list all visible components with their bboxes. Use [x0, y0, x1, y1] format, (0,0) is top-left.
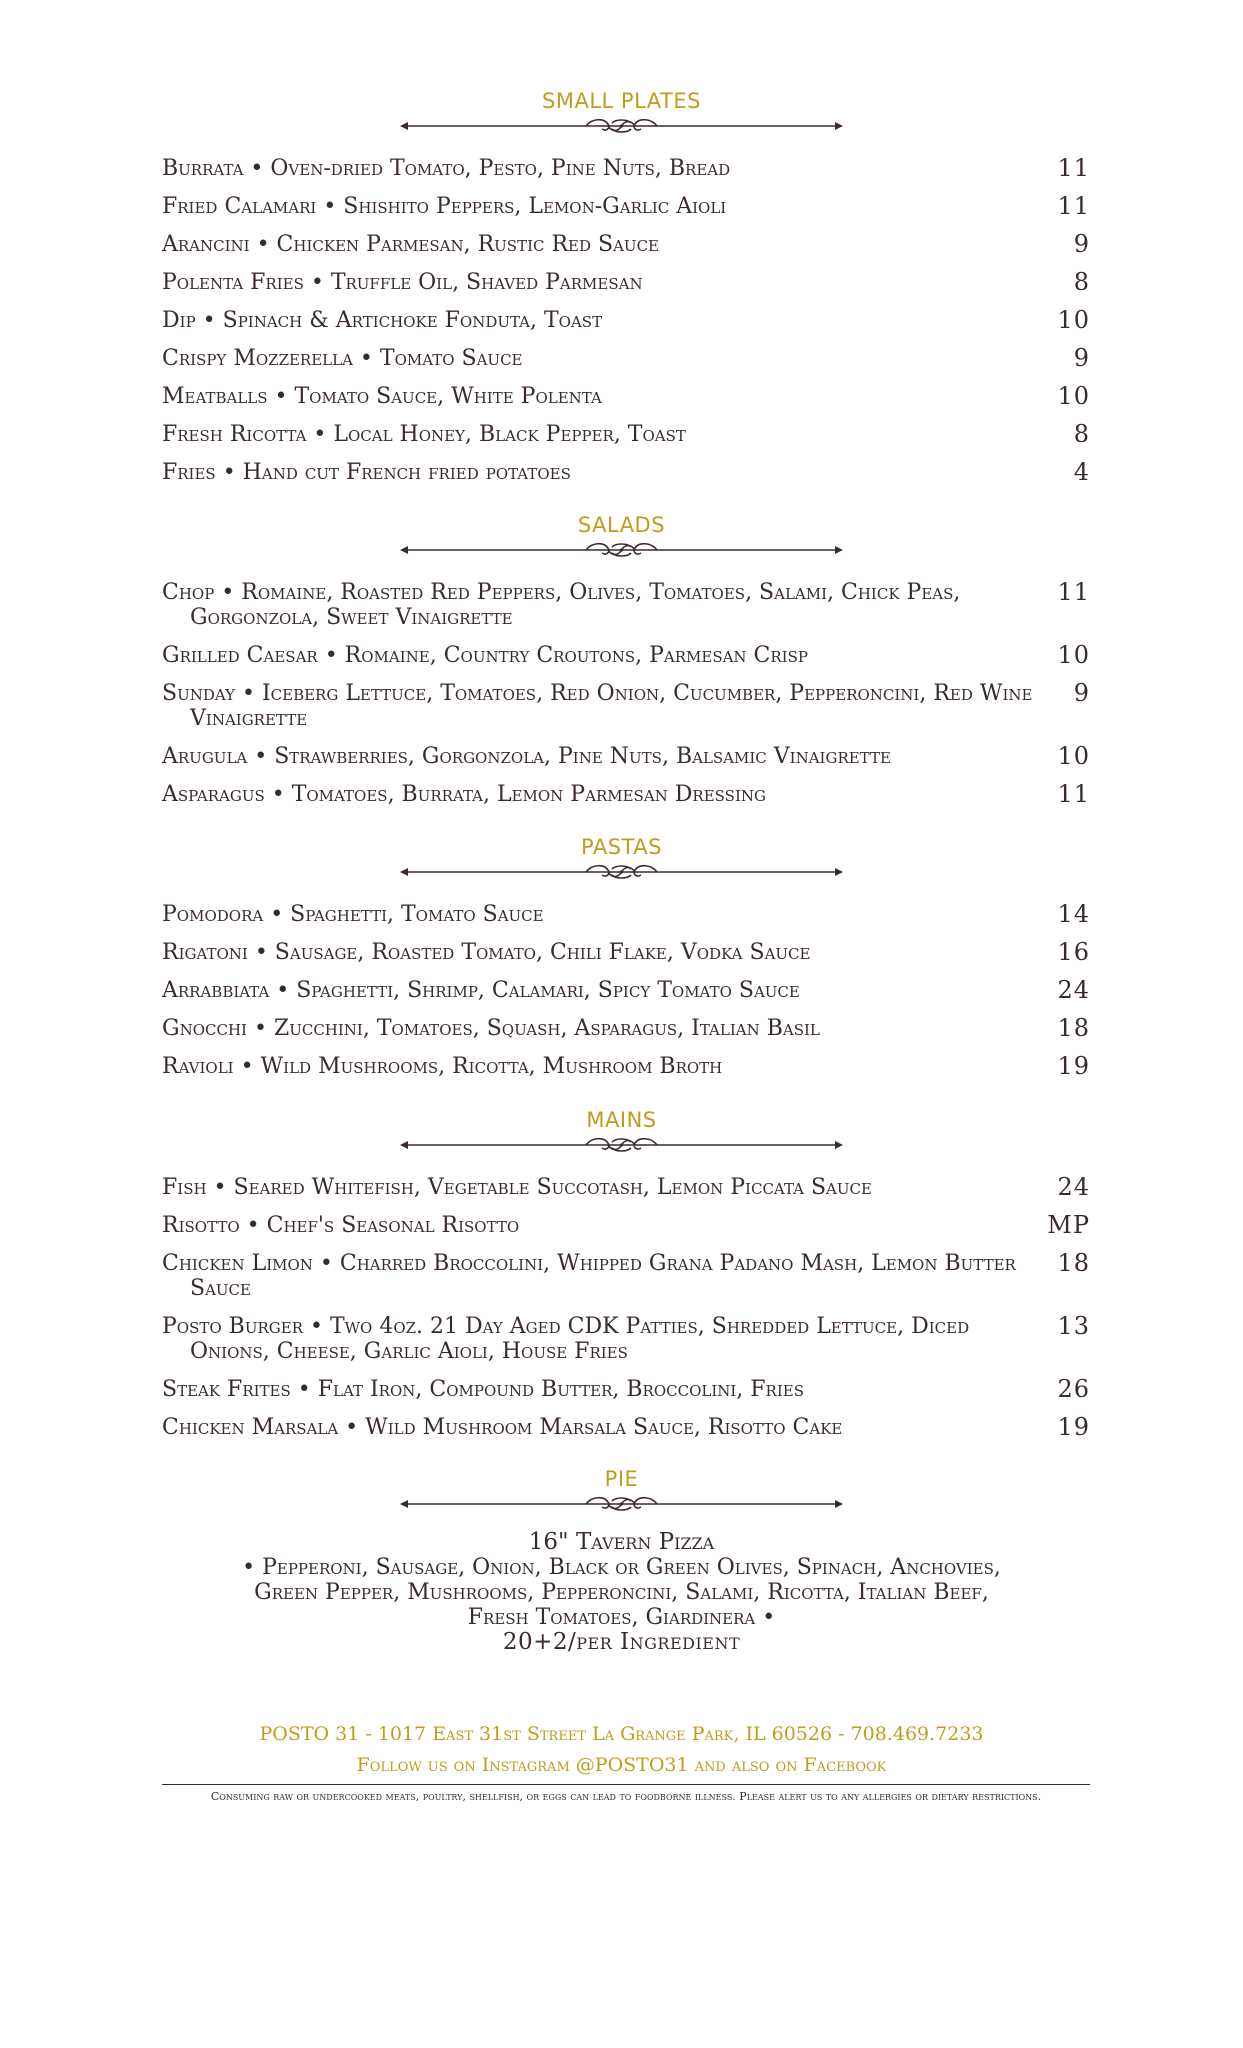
menu-item-price: 11	[1057, 780, 1090, 808]
menu-item-description: Chop • Romaine, Roasted Red Peppers, Olives, Tomatoes, Salami, Chick Peas, Gorgonzola, Sweet Vinaigrette	[162, 580, 961, 630]
menu-item-description: Sunday • Iceberg Lettuce, Tomatoes, Red Onion, Cucumber, Pepperoncini, Red Wine Vinaigrette	[162, 681, 1033, 731]
menu-item	[162, 384, 1090, 409]
menu-item-price: 10	[1057, 382, 1090, 410]
menu-item-description: Meatballs • Tomato Sauce, White Polenta	[162, 384, 602, 409]
menu-item-description: Asparagus • Tomatoes, Burrata, Lemon Parmesan Dressing	[162, 782, 766, 807]
menu-item	[162, 194, 1090, 219]
menu-item-price: 19	[1057, 1413, 1090, 1441]
menu-item	[162, 156, 1090, 181]
menu-item-price: 18	[1057, 1249, 1090, 1277]
menu-item-description: Gnocchi • Zucchini, Tomatoes, Squash, Asparagus, Italian Basil	[162, 1016, 820, 1041]
menu-item	[162, 1377, 1090, 1402]
menu-item-description: Crispy Mozzerella • Tomato Sauce	[162, 346, 523, 371]
menu-item-description: Dip • Spinach & Artichoke Fonduta, Toast	[162, 308, 603, 333]
menu-item-price: 19	[1057, 1052, 1090, 1080]
menu-item-description: Grilled Caesar • Romaine, Country Croutons, Parmesan Crisp	[162, 643, 808, 668]
menu-item-price: 18	[1057, 1014, 1090, 1042]
menu-item-description: Ravioli • Wild Mushrooms, Ricotta, Mushroom Broth	[162, 1054, 723, 1079]
ornament-divider-icon	[400, 538, 843, 562]
menu-item-price: 9	[1073, 344, 1090, 372]
menu-item	[162, 422, 1090, 447]
pie-toppings-line-2: Green Pepper, Mushrooms, Pepperoncini, Salami, Ricotta, Italian Beef,	[254, 1580, 989, 1605]
section-title-small-plates: SMALL PLATES	[542, 89, 701, 113]
menu-item	[162, 346, 1090, 371]
menu-item	[162, 1314, 1090, 1364]
menu-item	[162, 580, 1090, 630]
menu-item-price: 13	[1057, 1312, 1090, 1340]
small-plates-list	[162, 156, 1090, 498]
menu-item	[162, 270, 1090, 295]
menu-item-description: Arrabbiata • Spaghetti, Shrimp, Calamari, Spicy Tomato Sauce	[162, 978, 800, 1003]
ornament-divider-icon	[400, 114, 843, 138]
menu-item	[162, 1175, 1090, 1200]
menu-item-price: 14	[1057, 900, 1090, 928]
menu-item-description: Chicken Marsala • Wild Mushroom Marsala Sauce, Risotto Cake	[162, 1415, 843, 1440]
ornament-divider-icon	[400, 1492, 843, 1516]
section-title-mains: MAINS	[586, 1108, 657, 1132]
menu-item-description: Steak Frites • Flat Iron, Compound Butter, Broccolini, Fries	[162, 1377, 804, 1402]
menu-item-description: Fries • Hand cut French fried potatoes	[162, 460, 571, 485]
menu-item-price: 9	[1073, 230, 1090, 258]
mains-list	[162, 1175, 1090, 1453]
menu-item-price: 11	[1057, 154, 1090, 182]
section-title-salads: SALADS	[577, 513, 666, 537]
footer-social: Follow us on Instagram @POSTO31 and also on Facebook	[356, 1754, 887, 1776]
menu-item-price: 8	[1073, 420, 1090, 448]
menu-item-description: Posto Burger • Two 4oz. 21 Day Aged CDK Patties, Shredded Lettuce, Diced Onions, Cheese, Garlic Aioli, House Fries	[162, 1314, 970, 1364]
menu-item-description: Fried Calamari • Shishito Peppers, Lemon-Garlic Aioli	[162, 194, 727, 219]
menu-item-price: 16	[1057, 938, 1090, 966]
menu-item	[162, 1016, 1090, 1041]
menu-item-description: Fish • Seared Whitefish, Vegetable Succotash, Lemon Piccata Sauce	[162, 1175, 872, 1200]
pastas-list	[162, 902, 1090, 1092]
footer-address: POSTO 31 - 1017 East 31st Street La Grange Park, IL 60526 - 708.469.7233	[259, 1723, 984, 1745]
pie-size: 16" Tavern Pizza	[528, 1529, 715, 1555]
menu-item	[162, 1213, 1090, 1238]
menu-item	[162, 978, 1090, 1003]
ornament-divider-icon	[400, 860, 843, 884]
menu-item	[162, 902, 1090, 927]
menu-item	[162, 1251, 1090, 1301]
menu-item-price: 26	[1057, 1375, 1090, 1403]
menu-item-price: 10	[1057, 306, 1090, 334]
menu-item-price: 8	[1073, 268, 1090, 296]
menu-item-price: 11	[1057, 192, 1090, 220]
menu-item-description: Arancini • Chicken Parmesan, Rustic Red Sauce	[162, 232, 659, 257]
menu-item-price: 10	[1057, 742, 1090, 770]
menu-item-description: Rigatoni • Sausage, Roasted Tomato, Chili Flake, Vodka Sauce	[162, 940, 811, 965]
menu-item-description: Burrata • Oven-dried Tomato, Pesto, Pine Nuts, Bread	[162, 156, 731, 181]
pie-toppings-line-3: Fresh Tomatoes, Giardinera •	[467, 1605, 776, 1630]
menu-item	[162, 940, 1090, 965]
menu-item-price: 24	[1057, 976, 1090, 1004]
menu-item	[162, 681, 1090, 731]
menu-item-description: Fresh Ricotta • Local Honey, Black Pepper, Toast	[162, 422, 686, 447]
menu-item-description: Arugula • Strawberries, Gorgonzola, Pine Nuts, Balsamic Vinaigrette	[162, 744, 891, 769]
menu-item-price: 4	[1073, 458, 1090, 486]
menu-item	[162, 1415, 1090, 1440]
menu-item	[162, 744, 1090, 769]
menu-item-price: MP	[1047, 1211, 1090, 1239]
menu-item	[162, 232, 1090, 257]
menu-item-price: 11	[1057, 578, 1090, 606]
footer-disclaimer: Consuming raw or undercooked meats, poultry, shellfish, or eggs can lead to foodborne illness. Please alert us to any allergies or dietary restrictions.	[210, 1790, 1042, 1803]
pie-price: 20+2/per Ingredient	[502, 1629, 741, 1655]
menu-item-price: 9	[1073, 679, 1090, 707]
menu-item-description: Polenta Fries • Truffle Oil, Shaved Parmesan	[162, 270, 643, 295]
menu-item-price: 10	[1057, 641, 1090, 669]
pie-description	[0, 1530, 1243, 1655]
menu-item-description: Risotto • Chef's Seasonal Risotto	[162, 1213, 520, 1238]
salads-list	[162, 580, 1090, 820]
menu-item-price: 24	[1057, 1173, 1090, 1201]
section-title-pastas: PASTAS	[581, 835, 662, 859]
ornament-divider-icon	[400, 1133, 843, 1157]
menu-item	[162, 460, 1090, 485]
menu-item-description: Pomodora • Spaghetti, Tomato Sauce	[162, 902, 544, 927]
menu-item	[162, 1054, 1090, 1079]
pie-toppings-line-1: • Pepperoni, Sausage, Onion, Black or Green Olives, Spinach, Anchovies,	[242, 1555, 1001, 1580]
footer-divider	[162, 1784, 1090, 1785]
section-title-pie: PIE	[604, 1467, 639, 1491]
menu-item	[162, 782, 1090, 807]
menu-item	[162, 643, 1090, 668]
menu-item-description: Chicken Limon • Charred Broccolini, Whipped Grana Padano Mash, Lemon Butter Sauce	[162, 1251, 1016, 1301]
menu-item	[162, 308, 1090, 333]
